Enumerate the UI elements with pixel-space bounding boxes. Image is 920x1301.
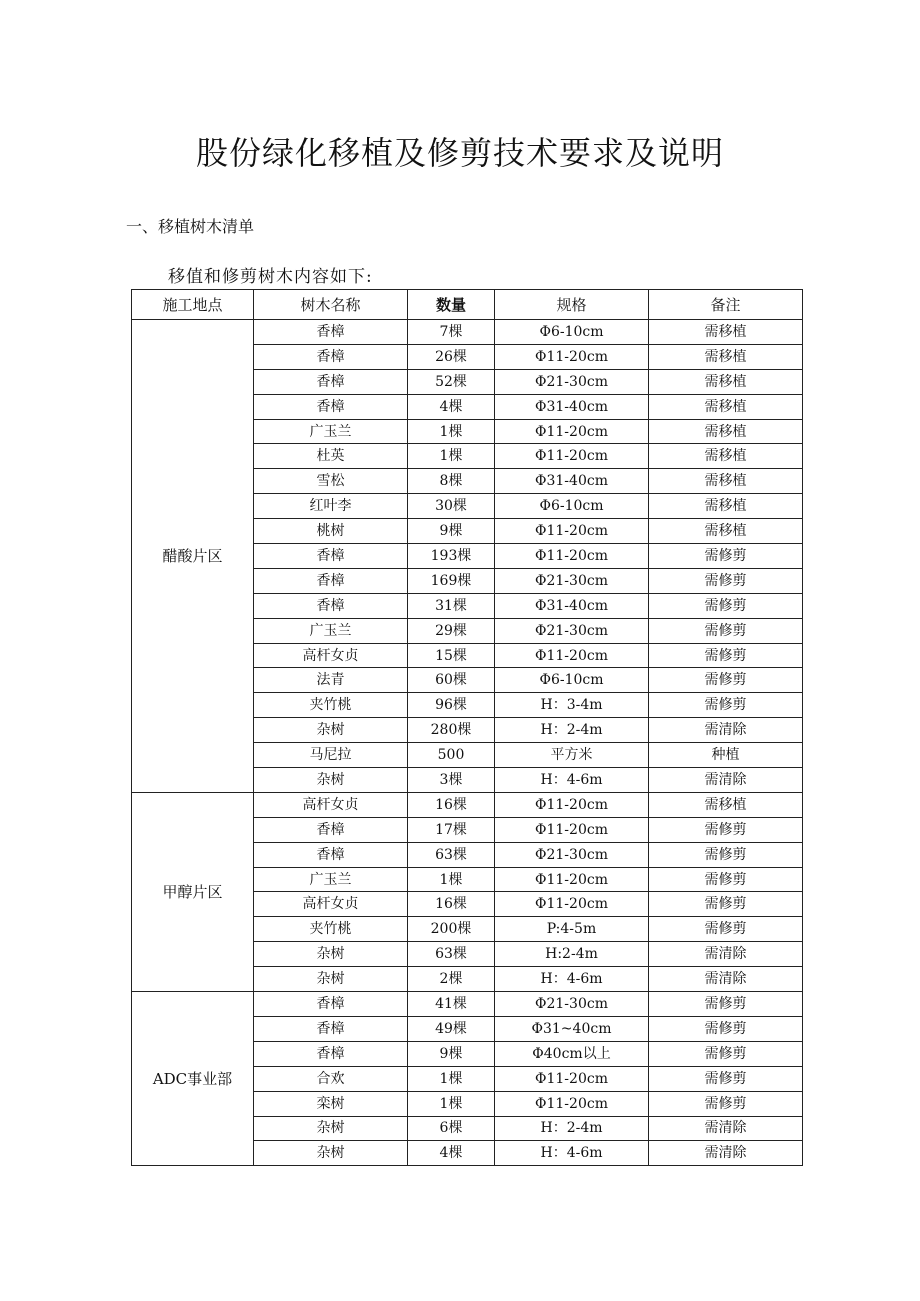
quantity-cell: 7棵	[408, 320, 495, 345]
spec-cell: Φ11-20cm	[495, 1091, 649, 1116]
spec-cell: Φ11-20cm	[495, 444, 649, 469]
header-site: 施工地点	[132, 290, 254, 320]
quantity-cell: 9棵	[408, 519, 495, 544]
spec-cell: Φ31-40cm	[495, 469, 649, 494]
spec-cell: Φ31~40cm	[495, 1016, 649, 1041]
quantity-cell: 63棵	[408, 842, 495, 867]
remark-cell: 需移植	[649, 792, 803, 817]
spec-cell: Φ21-30cm	[495, 618, 649, 643]
tree-name-cell: 香樟	[254, 992, 408, 1017]
remark-cell: 需清除	[649, 1141, 803, 1166]
table-row	[132, 320, 803, 345]
tree-name-cell: 杜英	[254, 444, 408, 469]
tree-name-cell: 杂树	[254, 967, 408, 992]
spec-cell: H:2-4m	[495, 942, 649, 967]
remark-cell: 需修剪	[649, 643, 803, 668]
spec-cell: Φ11-20cm	[495, 643, 649, 668]
tree-name-cell: 夹竹桃	[254, 693, 408, 718]
tree-name-cell: 香樟	[254, 544, 408, 569]
tree-name-cell: 高杆女贞	[254, 792, 408, 817]
remark-cell: 需修剪	[649, 1041, 803, 1066]
tree-name-cell: 杂树	[254, 768, 408, 793]
spec-cell: P:4-5m	[495, 917, 649, 942]
quantity-cell: 9棵	[408, 1041, 495, 1066]
remark-cell: 需清除	[649, 942, 803, 967]
quantity-cell: 60棵	[408, 668, 495, 693]
quantity-cell: 2棵	[408, 967, 495, 992]
remark-cell: 需移植	[649, 469, 803, 494]
remark-cell: 需修剪	[649, 867, 803, 892]
quantity-cell: 26棵	[408, 344, 495, 369]
quantity-cell: 96棵	[408, 693, 495, 718]
spec-cell: Φ21-30cm	[495, 568, 649, 593]
spec-cell: Φ31-40cm	[495, 394, 649, 419]
remark-cell: 需移植	[649, 419, 803, 444]
spec-cell: Φ11-20cm	[495, 1066, 649, 1091]
remark-cell: 需清除	[649, 1116, 803, 1141]
quantity-cell: 49棵	[408, 1016, 495, 1041]
remark-cell: 需移植	[649, 444, 803, 469]
remark-cell: 需修剪	[649, 992, 803, 1017]
spec-cell: Φ6-10cm	[495, 494, 649, 519]
spec-cell: Φ11-20cm	[495, 892, 649, 917]
quantity-cell: 31棵	[408, 593, 495, 618]
quantity-cell: 8棵	[408, 469, 495, 494]
remark-cell: 需修剪	[649, 593, 803, 618]
spec-cell: H：2-4m	[495, 718, 649, 743]
remark-cell: 需移植	[649, 344, 803, 369]
tree-name-cell: 杂树	[254, 1116, 408, 1141]
tree-name-cell: 雪松	[254, 469, 408, 494]
tree-name-cell: 杂树	[254, 942, 408, 967]
spec-cell: Φ11-20cm	[495, 792, 649, 817]
remark-cell: 需修剪	[649, 1016, 803, 1041]
tree-name-cell: 红叶李	[254, 494, 408, 519]
site-cell: 甲醇片区	[132, 792, 254, 991]
remark-cell: 需清除	[649, 768, 803, 793]
tree-name-cell: 杂树	[254, 1141, 408, 1166]
quantity-cell: 193棵	[408, 544, 495, 569]
quantity-cell: 16棵	[408, 792, 495, 817]
remark-cell: 需修剪	[649, 668, 803, 693]
spec-cell: Φ11-20cm	[495, 817, 649, 842]
remark-cell: 需移植	[649, 320, 803, 345]
tree-name-cell: 香樟	[254, 369, 408, 394]
spec-cell: Φ11-20cm	[495, 419, 649, 444]
spec-cell: Φ21-30cm	[495, 369, 649, 394]
table-body	[132, 320, 803, 1166]
quantity-cell: 280棵	[408, 718, 495, 743]
spec-cell: H：4-6m	[495, 768, 649, 793]
tree-name-cell: 夹竹桃	[254, 917, 408, 942]
tree-name-cell: 香樟	[254, 817, 408, 842]
quantity-cell: 30棵	[408, 494, 495, 519]
quantity-cell: 1棵	[408, 1091, 495, 1116]
intro-text: 移值和修剪树木内容如下:	[168, 267, 373, 287]
tree-name-cell: 广玉兰	[254, 867, 408, 892]
tree-name-cell: 高杆女贞	[254, 643, 408, 668]
remark-cell: 需修剪	[649, 892, 803, 917]
spec-cell: Φ6-10cm	[495, 668, 649, 693]
header-remark: 备注	[649, 290, 803, 320]
quantity-cell: 1棵	[408, 444, 495, 469]
spec-cell: Φ40cm以上	[495, 1041, 649, 1066]
remark-cell: 需移植	[649, 394, 803, 419]
section-heading: 一、移植树木清单	[126, 217, 255, 236]
tree-name-cell: 香樟	[254, 344, 408, 369]
remark-cell: 需移植	[649, 519, 803, 544]
remark-cell: 需修剪	[649, 1066, 803, 1091]
spec-cell: Φ6-10cm	[495, 320, 649, 345]
tree-name-cell: 广玉兰	[254, 618, 408, 643]
remark-cell: 需修剪	[649, 917, 803, 942]
spec-cell: Φ11-20cm	[495, 344, 649, 369]
spec-cell: Φ11-20cm	[495, 519, 649, 544]
tree-name-cell: 香樟	[254, 320, 408, 345]
tree-name-cell: 广玉兰	[254, 419, 408, 444]
remark-cell: 需清除	[649, 967, 803, 992]
quantity-cell: 4棵	[408, 1141, 495, 1166]
remark-cell: 需移植	[649, 494, 803, 519]
spec-cell: H：4-6m	[495, 967, 649, 992]
tree-name-cell: 马尼拉	[254, 743, 408, 768]
remark-cell: 需修剪	[649, 618, 803, 643]
tree-name-cell: 香樟	[254, 842, 408, 867]
site-cell: 醋酸片区	[132, 320, 254, 793]
quantity-cell: 41棵	[408, 992, 495, 1017]
quantity-cell: 1棵	[408, 1066, 495, 1091]
tree-name-cell: 香樟	[254, 1041, 408, 1066]
remark-cell: 需修剪	[649, 544, 803, 569]
quantity-cell: 15棵	[408, 643, 495, 668]
quantity-cell: 500	[408, 743, 495, 768]
quantity-cell: 200棵	[408, 917, 495, 942]
remark-cell: 需修剪	[649, 693, 803, 718]
remark-cell: 种植	[649, 743, 803, 768]
quantity-cell: 6棵	[408, 1116, 495, 1141]
remark-cell: 需移植	[649, 369, 803, 394]
tree-name-cell: 香樟	[254, 593, 408, 618]
header-spec: 规格	[495, 290, 649, 320]
spec-cell: Φ11-20cm	[495, 544, 649, 569]
spec-cell: H：4-6m	[495, 1141, 649, 1166]
quantity-cell: 4棵	[408, 394, 495, 419]
tree-name-cell: 杂树	[254, 718, 408, 743]
spec-cell: H：3-4m	[495, 693, 649, 718]
spec-cell: H：2-4m	[495, 1116, 649, 1141]
tree-name-cell: 香樟	[254, 1016, 408, 1041]
tree-name-cell: 高杆女贞	[254, 892, 408, 917]
spec-cell: 平方米	[495, 743, 649, 768]
table-row	[132, 992, 803, 1017]
spec-cell: Φ11-20cm	[495, 867, 649, 892]
tree-list-table	[131, 289, 803, 1166]
header-quantity: 数量	[408, 290, 495, 320]
remark-cell: 需修剪	[649, 817, 803, 842]
remark-cell: 需修剪	[649, 568, 803, 593]
tree-name-cell: 栾树	[254, 1091, 408, 1116]
table-row	[132, 792, 803, 817]
spec-cell: Φ21-30cm	[495, 992, 649, 1017]
page-title: 股份绿化移植及修剪技术要求及说明	[195, 134, 724, 172]
quantity-cell: 169棵	[408, 568, 495, 593]
quantity-cell: 1棵	[408, 867, 495, 892]
quantity-cell: 63棵	[408, 942, 495, 967]
quantity-cell: 17棵	[408, 817, 495, 842]
tree-name-cell: 法青	[254, 668, 408, 693]
quantity-cell: 1棵	[408, 419, 495, 444]
spec-cell: Φ31-40cm	[495, 593, 649, 618]
spec-cell: Φ21-30cm	[495, 842, 649, 867]
tree-name-cell: 桃树	[254, 519, 408, 544]
header-tree-name: 树木名称	[254, 290, 408, 320]
table-header-row	[132, 290, 803, 320]
quantity-cell: 29棵	[408, 618, 495, 643]
remark-cell: 需修剪	[649, 1091, 803, 1116]
quantity-cell: 52棵	[408, 369, 495, 394]
tree-name-cell: 合欢	[254, 1066, 408, 1091]
remark-cell: 需清除	[649, 718, 803, 743]
tree-name-cell: 香樟	[254, 568, 408, 593]
tree-name-cell: 香樟	[254, 394, 408, 419]
quantity-cell: 3棵	[408, 768, 495, 793]
site-cell: ADC事业部	[132, 992, 254, 1166]
quantity-cell: 16棵	[408, 892, 495, 917]
remark-cell: 需修剪	[649, 842, 803, 867]
